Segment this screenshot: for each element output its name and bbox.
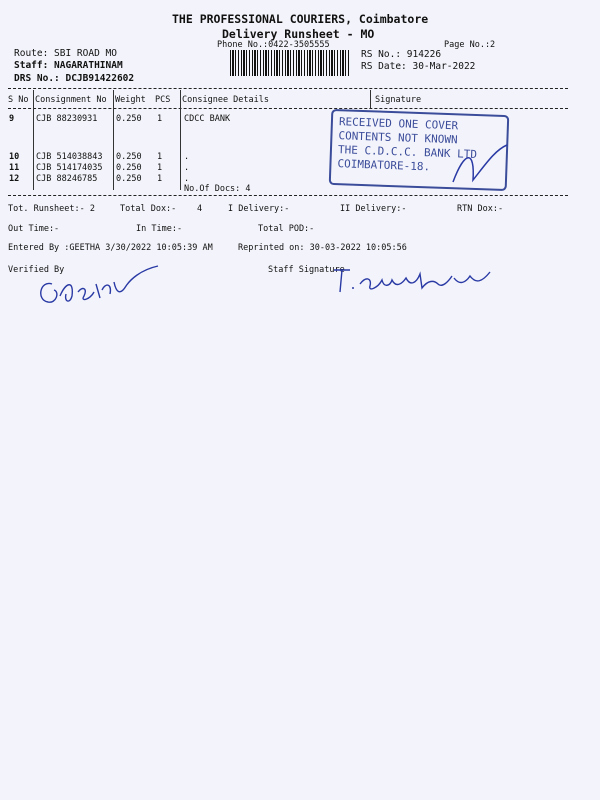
column-separator	[113, 90, 114, 190]
row-details: .	[184, 163, 190, 173]
row-details: .	[184, 152, 190, 162]
row-sno: 11	[9, 163, 20, 173]
staff-signature	[330, 258, 510, 298]
row-details: CDCC BANK	[184, 114, 231, 124]
stamp-line: RECEIVED ONE COVER	[338, 115, 459, 133]
runsheet-title: Delivery Runsheet - MO	[222, 27, 375, 41]
row-weight: 0.250	[116, 152, 142, 162]
row-pcs: 1	[157, 163, 163, 173]
row-sno: 10	[9, 152, 20, 162]
rtn-dox: RTN Dox:-	[457, 204, 504, 214]
row-consignment: CJB 514174035	[36, 163, 103, 173]
rs-date: RS Date: 30-Mar-2022	[361, 61, 476, 72]
verified-by-label: Verified By	[8, 265, 65, 275]
column-separator	[180, 90, 181, 190]
reprinted-on: Reprinted on: 30-03-2022 10:05:56	[238, 243, 407, 253]
i-delivery: I Delivery:-	[228, 204, 290, 214]
col-sno: S No	[8, 95, 29, 105]
col-weight: Weight	[115, 95, 146, 105]
col-pcs: PCS	[155, 95, 171, 105]
total-pod: Total POD:-	[258, 224, 315, 234]
total-runsheet: Tot. Runsheet:- 2	[8, 204, 95, 214]
row-pcs: 1	[157, 114, 163, 124]
stamp-signature	[445, 140, 515, 190]
row-consignment: CJB 514038843	[36, 152, 103, 162]
in-time: In Time:-	[136, 224, 183, 234]
barcode	[230, 50, 350, 76]
row-pcs: 1	[157, 174, 163, 184]
stamp-line: CONTENTS NOT KNOWN	[338, 129, 458, 147]
total-dox-label: Total Dox:-	[120, 204, 177, 214]
verified-signature	[30, 252, 170, 312]
ii-delivery: II Delivery:-	[340, 204, 407, 214]
staff-signature-label: Staff Signature	[268, 265, 345, 275]
total-dox-value: 4	[197, 204, 203, 214]
stamp-line: THE C.D.C.C. BANK LTD	[337, 143, 478, 162]
column-separator	[33, 90, 34, 190]
col-consignee: Consignee Details	[182, 95, 269, 105]
column-separator	[370, 90, 371, 108]
row-weight: 0.250	[116, 174, 142, 184]
row-sno: 12	[9, 174, 20, 184]
row-consignment: CJB 88230931	[36, 114, 98, 124]
row-pcs: 1	[157, 152, 163, 162]
col-consignment: Consignment No	[35, 95, 107, 105]
row-consignment: CJB 88246785	[36, 174, 98, 184]
row-weight: 0.250	[116, 163, 142, 173]
divider	[8, 88, 568, 89]
divider	[8, 108, 568, 109]
divider	[8, 195, 568, 196]
out-time: Out Time:-	[8, 224, 60, 234]
phone-number: Phone No.:0422-3505555	[217, 40, 330, 50]
drs-number: DRS No.: DCJB91422602	[14, 73, 135, 84]
col-signature: Signature	[375, 95, 422, 105]
stamp-line: COIMBATORE-18.	[337, 157, 431, 174]
row-details: .	[184, 174, 190, 184]
entered-by: Entered By :GEETHA 3/30/2022 10:05:39 AM	[8, 243, 213, 253]
company-name: THE PROFESSIONAL COURIERS, Coimbatore	[172, 12, 429, 26]
row-weight: 0.250	[116, 114, 142, 124]
no-of-docs: No.Of Docs: 4	[184, 184, 251, 194]
rs-number: RS No.: 914226	[361, 49, 442, 60]
page-number: Page No.:2	[444, 40, 496, 50]
row-sno: 9	[9, 114, 15, 124]
route: Route: SBI ROAD MO	[14, 48, 117, 59]
staff: Staff: NAGARATHINAM	[14, 60, 123, 71]
